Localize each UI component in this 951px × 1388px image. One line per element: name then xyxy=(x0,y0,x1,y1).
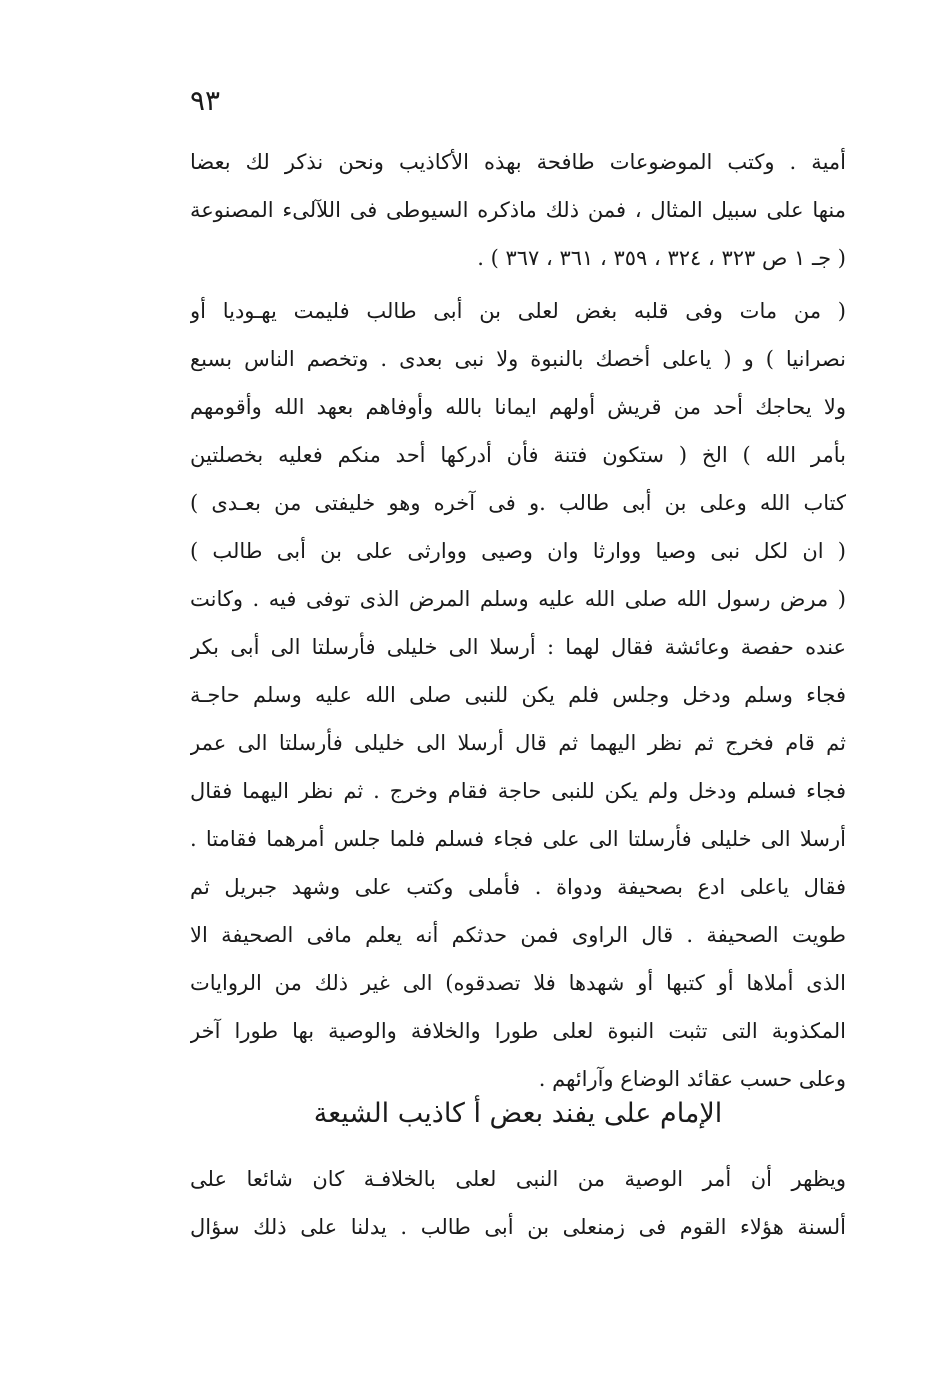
text-line: عنده حفصة وعائشة فقال لهما : أرسلا الى خليلى فأرسلتا الى أبى بكر xyxy=(190,635,846,659)
text-line: ( ان لكل نبى وصيا ووارثا وان وصيى ووارثى على بن أبى طالب ) xyxy=(190,539,846,563)
text-line: وعلى حسب عقائد الوضاع وآرائهم . xyxy=(538,1067,846,1091)
text-line: المكذوبة التى تثبت النبوة لعلى طورا والخلافة والوصية بها طورا آخر xyxy=(190,1019,846,1043)
text-line: كتاب الله وعلى بن أبى طالب .و فى آخره وهو خليفتى من بعـدى ) xyxy=(190,491,846,515)
text-line: أمية . وكتب الموضوعات طافحة بهذه الأكاذيب ونحن نذكر لك بعضا xyxy=(190,150,846,174)
text-line: فقال ياعلى ادع بصحيفة ودواة . فأملى وكتب على وشهد جبريل ثم xyxy=(190,875,846,899)
text-line: منها على سبيل المثال ، فمن ذلك ماذكره السيوطى فى اللآلىء المصنوعة xyxy=(190,198,846,222)
paragraph-1 xyxy=(190,138,846,282)
text-line: بأمر الله ) الخ ( ستكون فتنة فأن أدركها أحد منكم فعليه بخصلتين xyxy=(190,443,846,467)
paragraph-2 xyxy=(190,287,846,1103)
text-line: الذى أملاها أو كتبها أو شهدها فلا تصدقوه) الى غير ذلك من الروايات xyxy=(190,971,846,995)
text-line: فجاء فسلم ودخل ولم يكن للنبى حاجة فقام وخرج . ثم نظر اليهما فقال xyxy=(190,779,846,803)
paragraph-3 xyxy=(190,1155,846,1251)
text-line: ( من مات وفى قلبه بغض لعلى بن أبى طالب فليمت يهـوديا أو xyxy=(190,299,846,323)
section-heading: الإمام على يفند بعض أ كاذيب الشيعة xyxy=(313,1098,723,1129)
text-line: ثم قام فخرج ثم نظر اليهما ثم قال أرسلا الى خليلى فأرسلتا الى عمر xyxy=(190,731,846,755)
text-line: فجاء وسلم ودخل وجلس فلم يكن للنبى صلى الله عليه وسلم حاجـة xyxy=(190,683,846,707)
text-line: ( مرض رسول الله صلى الله عليه وسلم المرض الذى توفى فيه . وكانت xyxy=(190,587,846,611)
page-number: ٩٣ xyxy=(190,84,221,117)
text-line: ألسنة هؤلاء القوم فى زمنعلى بن أبى طالب . يدلنا على ذلك سؤال xyxy=(190,1215,846,1239)
text-line: أرسلا الى خليلى فأرسلتا الى على فجاء فسلم فلما جلس أمرهما فقامتا . xyxy=(190,827,846,851)
text-line: نصرانيا ) و ( ياعلى أخصك بالنبوة ولا نبى بعدى . وتخصم الناس بسبع xyxy=(190,347,846,371)
text-line: ولا يحاجك أحد من قريش أولهم ايمانا بالله وأوفاهم بعهد الله وأقومهم xyxy=(190,395,846,419)
text-line: طويت الصحيفة . قال الراوى فمن حدثكم أنه يعلم مافى الصحيفة الا xyxy=(190,923,846,947)
text-line: ( جـ ١ ص ٣٢٣ ، ٣٢٤ ، ٣٥٩ ، ٣٦١ ، ٣٦٧ ) . xyxy=(477,246,846,270)
text-line: ويظهر أن أمر الوصية من النبى لعلى بالخلافـة كان شائعا على xyxy=(190,1167,846,1191)
